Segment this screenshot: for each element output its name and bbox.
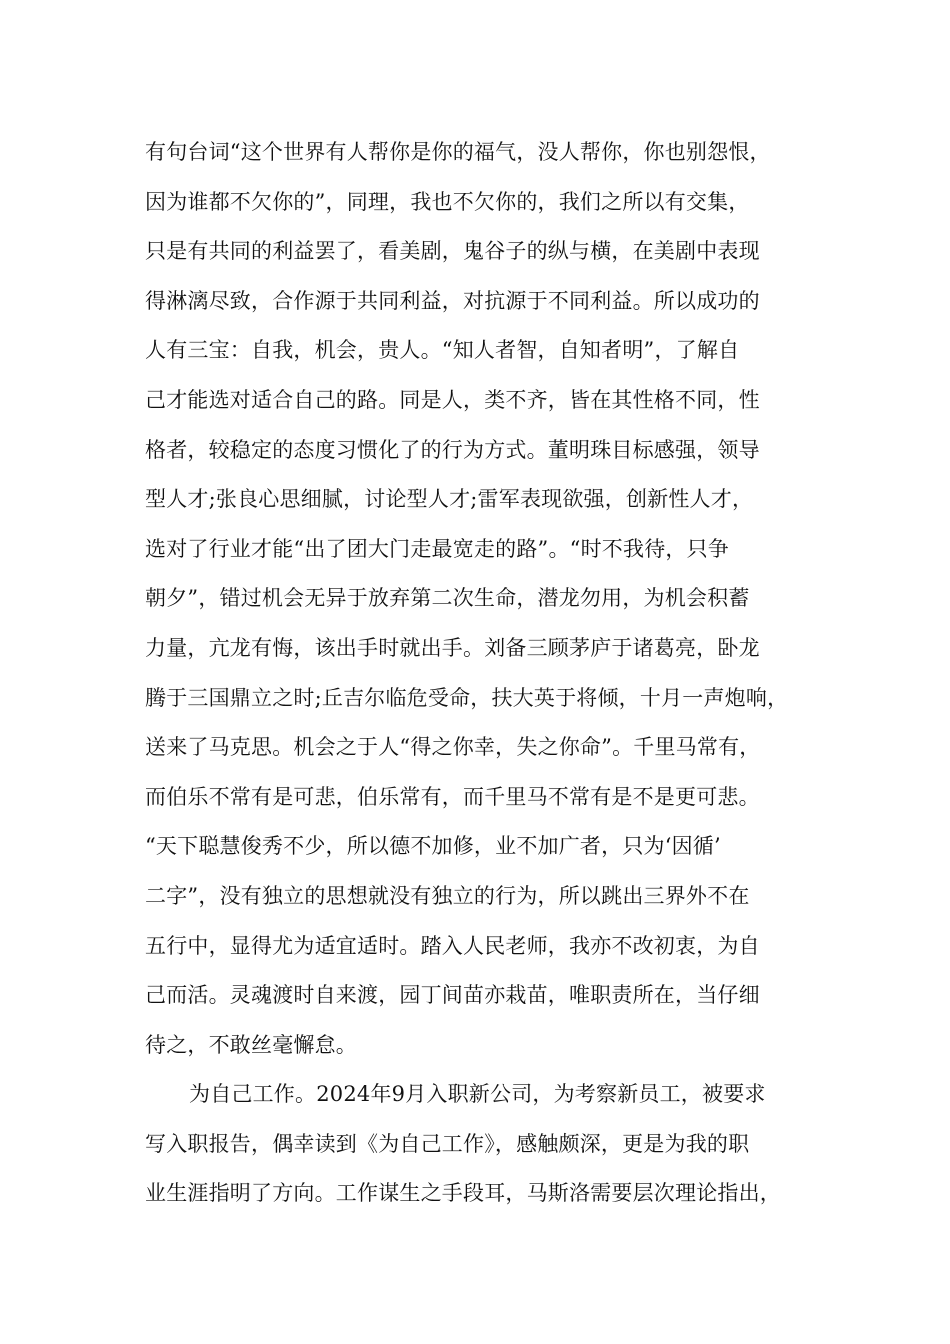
text-line: 得淋漓尽致，合作源于共同利益，对抗源于不同利益。所以成功的: [145, 288, 760, 313]
text-line: 只是有共同的利益罢了，看美剧，鬼谷子的纵与横，在美剧中表现: [145, 239, 760, 264]
text-line: “天下聪慧俊秀不少，所以德不加修，业不加广者，只为‘因循’: [145, 834, 721, 859]
text-line: 格者，较稳定的态度习惯化了的行为方式。董明珠目标感强，领导: [145, 437, 760, 462]
text-line: 朝夕”，错过机会无异于放弃第二次生命，潜龙勿用，为机会积蓄: [145, 586, 750, 611]
text-line: 因为谁都不欠你的”，同理，我也不欠你的，我们之所以有交集，: [145, 189, 750, 214]
text-line: 人有三宝：自我，机会，贵人。“知人者智，自知者明”，了解自: [145, 338, 740, 363]
text-line: 为自己工作。2024年9月入职新公司，为考察新员工，被要求: [189, 1082, 766, 1107]
text-line: 己而活。灵魂渡时自来渡，园丁间苗亦栽苗，唯职责所在，当仔细: [145, 983, 760, 1008]
text-line: 腾于三国鼎立之时;丘吉尔临危受命，扶大英于将倾，十月一声炮响，: [145, 685, 789, 710]
text-line: 力量，亢龙有悔，该出手时就出手。刘备三顾茅庐于诸葛亮，卧龙: [145, 635, 760, 660]
paragraph-2: [145, 1070, 825, 1219]
text-line: 送来了马克思。机会之于人“得之你幸，失之你命”。千里马常有，: [145, 735, 761, 760]
paragraph-1: [145, 128, 825, 1070]
body-text: [145, 128, 825, 1219]
text-line: 选对了行业才能“出了团大门走最宽走的路”。“时不我待，只争: [145, 536, 730, 561]
text-line: 二字”，没有独立的思想就没有独立的行为，所以跳出三界外不在: [145, 883, 750, 908]
text-line: 型人才;张良心思细腻，讨论型人才;雷军表现欲强，创新性人才，: [145, 487, 754, 512]
text-line: 待之，不敢丝毫懈怠。: [145, 1032, 357, 1057]
text-line: 有句台词“这个世界有人帮你是你的福气，没人帮你，你也别怨恨，: [145, 140, 771, 164]
text-line: 写入职报告，偶幸读到《为自己工作》，感触颇深，更是为我的职: [145, 1131, 750, 1156]
text-line: 业生涯指明了方向。工作谋生之手段耳，马斯洛需要层次理论指出，: [145, 1181, 781, 1206]
text-line: 而伯乐不常有是可悲，伯乐常有，而千里马不常有是不是更可悲。: [145, 784, 760, 809]
text-line: 五行中，显得尤为适宜适时。踏入人民老师，我亦不改初衷，为自: [145, 933, 760, 958]
text-line: 己才能选对适合自己的路。同是人，类不齐，皆在其性格不同，性: [145, 387, 760, 412]
